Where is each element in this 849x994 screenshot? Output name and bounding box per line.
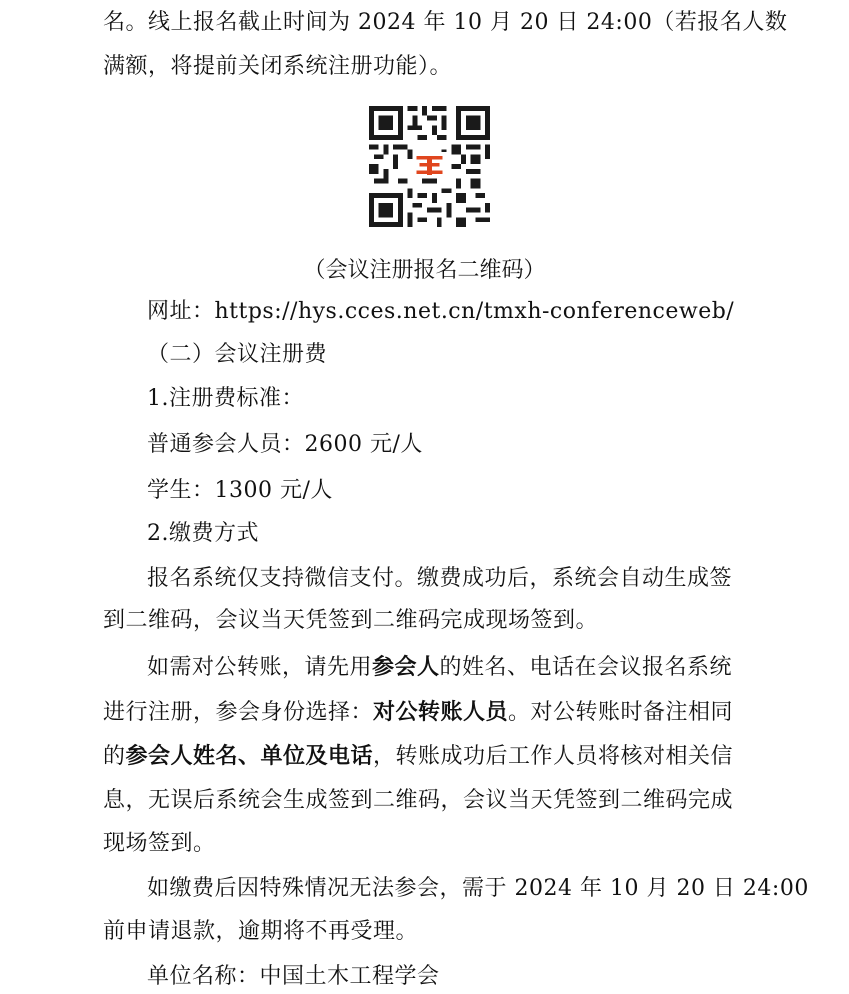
organization-name: 单位名称：中国土木工程学会: [147, 964, 440, 989]
bold-emphasis: 参会人姓名、单位及电话: [125, 743, 374, 769]
website-line: 网址：https://hys.cces.net.cn/tmxh-conferenceweb/: [147, 299, 735, 324]
text-line: 现场签到。: [103, 831, 216, 856]
text-line: 如需对公转账，请先用参会人的姓名、电话在会议报名系统: [147, 654, 733, 680]
text-line: 如缴费后因特殊情况无法参会，需于 2024 年 10 月 20 日 24:00: [147, 876, 809, 901]
text-line: 满额，将提前关闭系统注册功能）。: [103, 54, 453, 79]
text-line: 到二维码，会议当天凭签到二维码完成现场签到。: [103, 608, 599, 633]
section-heading: （二）会议注册费: [147, 342, 328, 367]
fee-regular: 普通参会人员：2600 元/人: [147, 432, 423, 457]
fee-student: 学生：1300 元/人: [147, 478, 333, 503]
text-line: 进行注册，参会身份选择：对公转账人员。对公转账时备注相同: [103, 699, 734, 725]
text-line: 报名系统仅支持微信支付。缴费成功后，系统会自动生成签: [147, 566, 733, 591]
bold-emphasis: 对公转账人员: [373, 699, 509, 725]
text-line: 名。线上报名截止时间为 2024 年 10 月 20 日 24:00（若报名人数: [103, 10, 788, 35]
payment-method-heading: 2.缴费方式: [147, 521, 259, 546]
text-line: 前申请退款，逾期将不再受理。: [103, 919, 419, 944]
text-line: 的参会人姓名、单位及电话，转账成功后工作人员将核对相关信: [103, 743, 734, 769]
bold-emphasis: 参会人: [372, 654, 440, 680]
text-line: 息，无误后系统会生成签到二维码，会议当天凭签到二维码完成: [103, 788, 734, 813]
fee-standard-heading: 1.注册费标准：: [147, 386, 304, 411]
qr-caption: （会议注册报名二维码）: [303, 258, 546, 283]
registration-qr-code: [369, 106, 490, 227]
